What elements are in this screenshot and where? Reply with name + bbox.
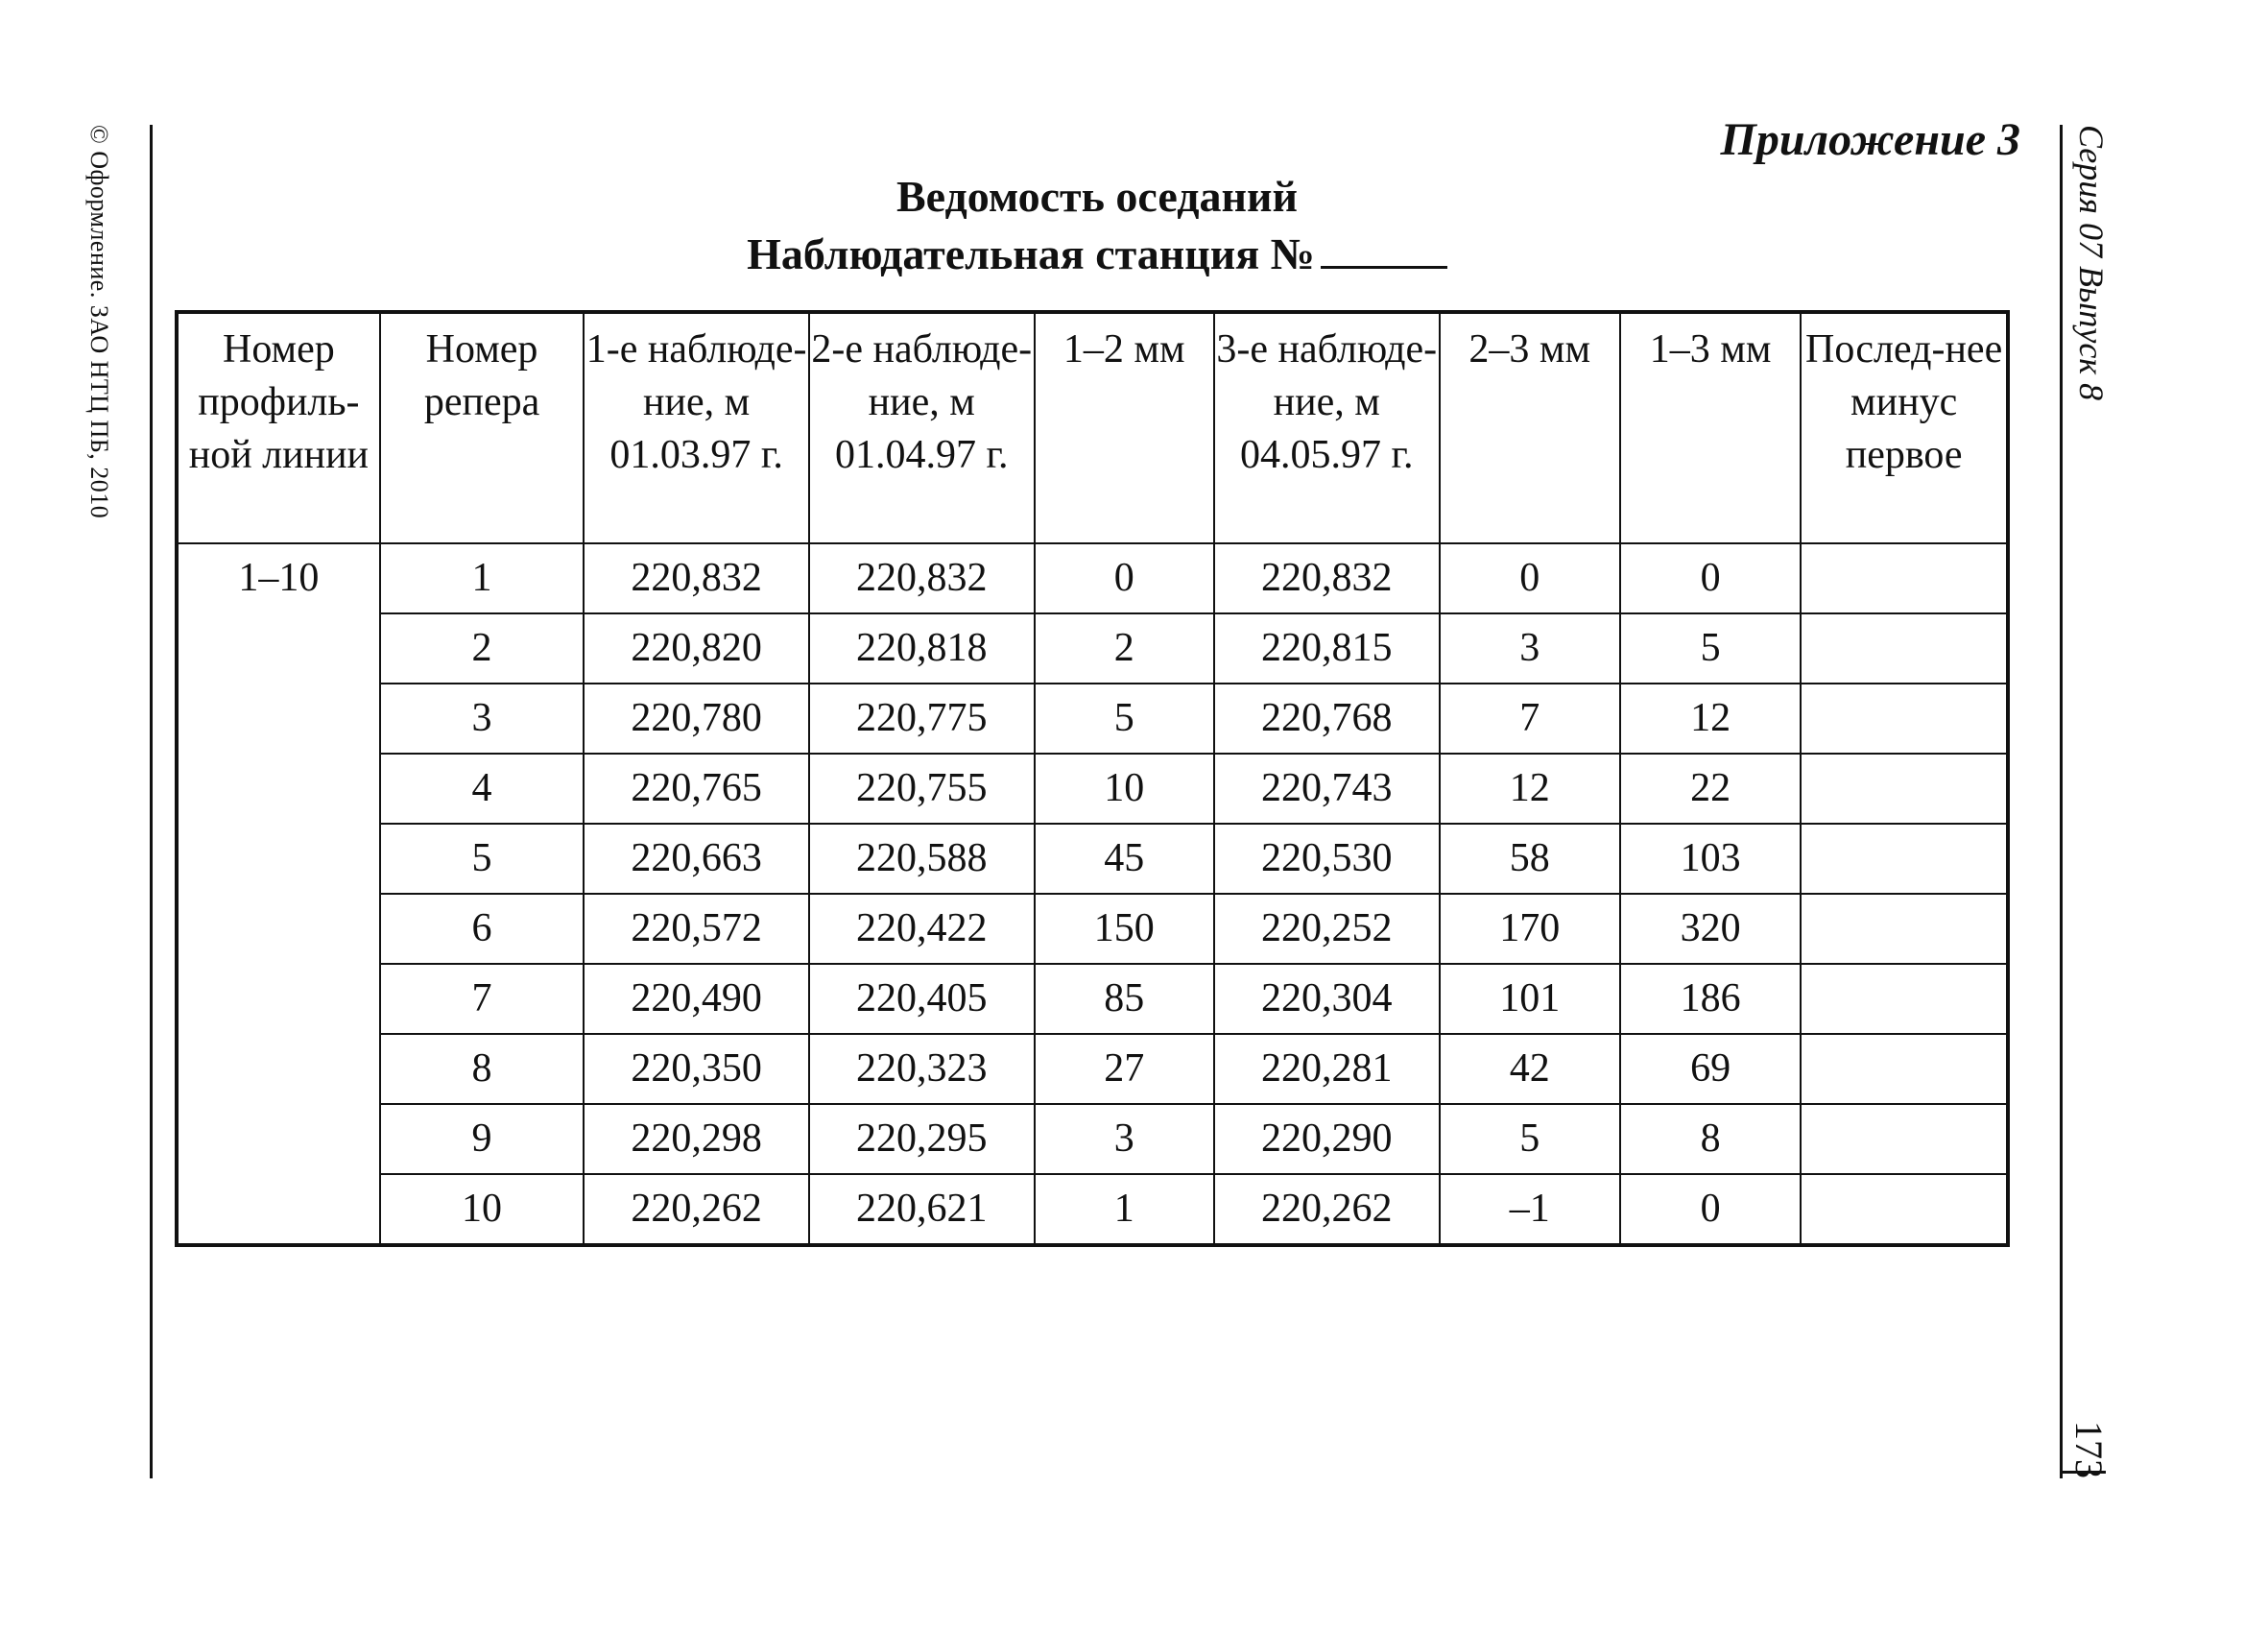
table-cell: 220,304 [1214,964,1440,1034]
table-cell: 220,663 [584,824,809,894]
appendix-label: Приложение 3 [1720,114,2020,165]
table-cell: 150 [1035,894,1214,964]
table-cell: 220,588 [809,824,1035,894]
table-cell: 10 [1035,754,1214,824]
table-cell: 220,290 [1214,1104,1440,1174]
table-cell: 0 [1620,543,1801,613]
table-cell: 220,422 [809,894,1035,964]
header-diff-1-2: 1–2 мм [1035,312,1214,543]
table-header-row [177,312,2008,543]
table-cell [1801,1174,2008,1245]
table-cell: 1 [380,543,585,613]
station-title-text: Наблюдательная станция № [747,229,1315,278]
table-cell: 27 [1035,1034,1214,1104]
table-cell: 3 [380,684,585,754]
table-cell: 320 [1620,894,1801,964]
settlement-table [175,310,2010,1247]
table-cell: 0 [1035,543,1214,613]
table-cell: 1 [1035,1174,1214,1245]
header-diff-1-3: 1–3 мм [1620,312,1801,543]
table-cell: 220,832 [584,543,809,613]
profile-line-cell: 1–10 [177,543,380,1245]
table-row [177,684,2008,754]
table-cell: 220,815 [1214,613,1440,684]
station-number-blank [1321,229,1447,269]
table-cell: 6 [380,894,585,964]
table-cell: 5 [380,824,585,894]
table-cell: 22 [1620,754,1801,824]
table-cell: 220,405 [809,964,1035,1034]
table-cell: 0 [1620,1174,1801,1245]
table-cell: 12 [1620,684,1801,754]
table-cell: 8 [1620,1104,1801,1174]
table-cell: 10 [380,1174,585,1245]
table-cell: 5 [1035,684,1214,754]
table-row [177,613,2008,684]
table-cell: 5 [1620,613,1801,684]
table-cell: 220,765 [584,754,809,824]
table-cell: 7 [1440,684,1620,754]
table-cell: 220,350 [584,1034,809,1104]
table-cell: 3 [1440,613,1620,684]
table-cell: 220,323 [809,1034,1035,1104]
header-observation-3: 3-е наблюде-ние, м 04.05.97 г. [1214,312,1440,543]
table-cell: 42 [1440,1034,1620,1104]
table-row [177,1174,2008,1245]
table-cell [1801,1034,2008,1104]
table-cell: 220,530 [1214,824,1440,894]
table-cell: 220,621 [809,1174,1035,1245]
table-cell: 220,295 [809,1104,1035,1174]
table-cell: 2 [380,613,585,684]
table-cell: 220,775 [809,684,1035,754]
header-observation-2: 2-е наблюде-ние, м 01.04.97 г. [809,312,1035,543]
table-row [177,824,2008,894]
table-cell: 220,252 [1214,894,1440,964]
document-title: Ведомость оседаний [895,172,1299,221]
table-row [177,1034,2008,1104]
table-cell: 2 [1035,613,1214,684]
copyright-note: © Оформление. ЗАО НТЦ ПБ, 2010 [85,125,113,519]
header-last-minus-first: Послед-нее минус первое [1801,312,2008,543]
table-cell: 4 [380,754,585,824]
table-cell: 220,281 [1214,1034,1440,1104]
left-margin-rule [150,125,153,1478]
table-cell: 220,780 [584,684,809,754]
table-cell: 220,832 [1214,543,1440,613]
series-label: Серия 07 Выпуск 8 [2072,125,2111,401]
page-number: 173 [2067,1421,2111,1478]
table-cell: 58 [1440,824,1620,894]
table-cell: 5 [1440,1104,1620,1174]
table-cell [1801,1104,2008,1174]
table-cell: 220,298 [584,1104,809,1174]
table-row [177,754,2008,824]
header-benchmark-number: Номер репера [380,312,585,543]
table-cell: 0 [1440,543,1620,613]
table-cell: 85 [1035,964,1214,1034]
station-title [0,228,2194,279]
table-cell [1801,543,2008,613]
table-cell: 186 [1620,964,1801,1034]
table-row [177,894,2008,964]
table-row [177,1104,2008,1174]
table-cell: 3 [1035,1104,1214,1174]
table-cell: 7 [380,964,585,1034]
table-cell [1801,964,2008,1034]
header-diff-2-3: 2–3 мм [1440,312,1620,543]
table-cell: 220,572 [584,894,809,964]
table-cell: 9 [380,1104,585,1174]
table-cell: 69 [1620,1034,1801,1104]
table-cell: 220,262 [1214,1174,1440,1245]
table-cell: 8 [380,1034,585,1104]
header-observation-1: 1-е наблюде-ние, м 01.03.97 г. [584,312,809,543]
table-cell [1801,894,2008,964]
table-row [177,543,2008,613]
table-cell [1801,684,2008,754]
table-cell: 220,832 [809,543,1035,613]
table-cell: 12 [1440,754,1620,824]
header-profile-line: Номер профиль-ной линии [177,312,380,543]
table-cell: 220,818 [809,613,1035,684]
table-cell: 101 [1440,964,1620,1034]
table-cell: –1 [1440,1174,1620,1245]
table-body [177,543,2008,1245]
table-cell: 220,820 [584,613,809,684]
table-cell [1801,824,2008,894]
table-cell: 220,743 [1214,754,1440,824]
table-cell [1801,613,2008,684]
table-cell: 103 [1620,824,1801,894]
table-cell: 220,262 [584,1174,809,1245]
table-cell: 45 [1035,824,1214,894]
right-margin-rule [2060,125,2063,1478]
table-cell: 220,490 [584,964,809,1034]
table-cell: 220,755 [809,754,1035,824]
table-cell [1801,754,2008,824]
table-cell: 220,768 [1214,684,1440,754]
table-row [177,964,2008,1034]
table-cell: 170 [1440,894,1620,964]
